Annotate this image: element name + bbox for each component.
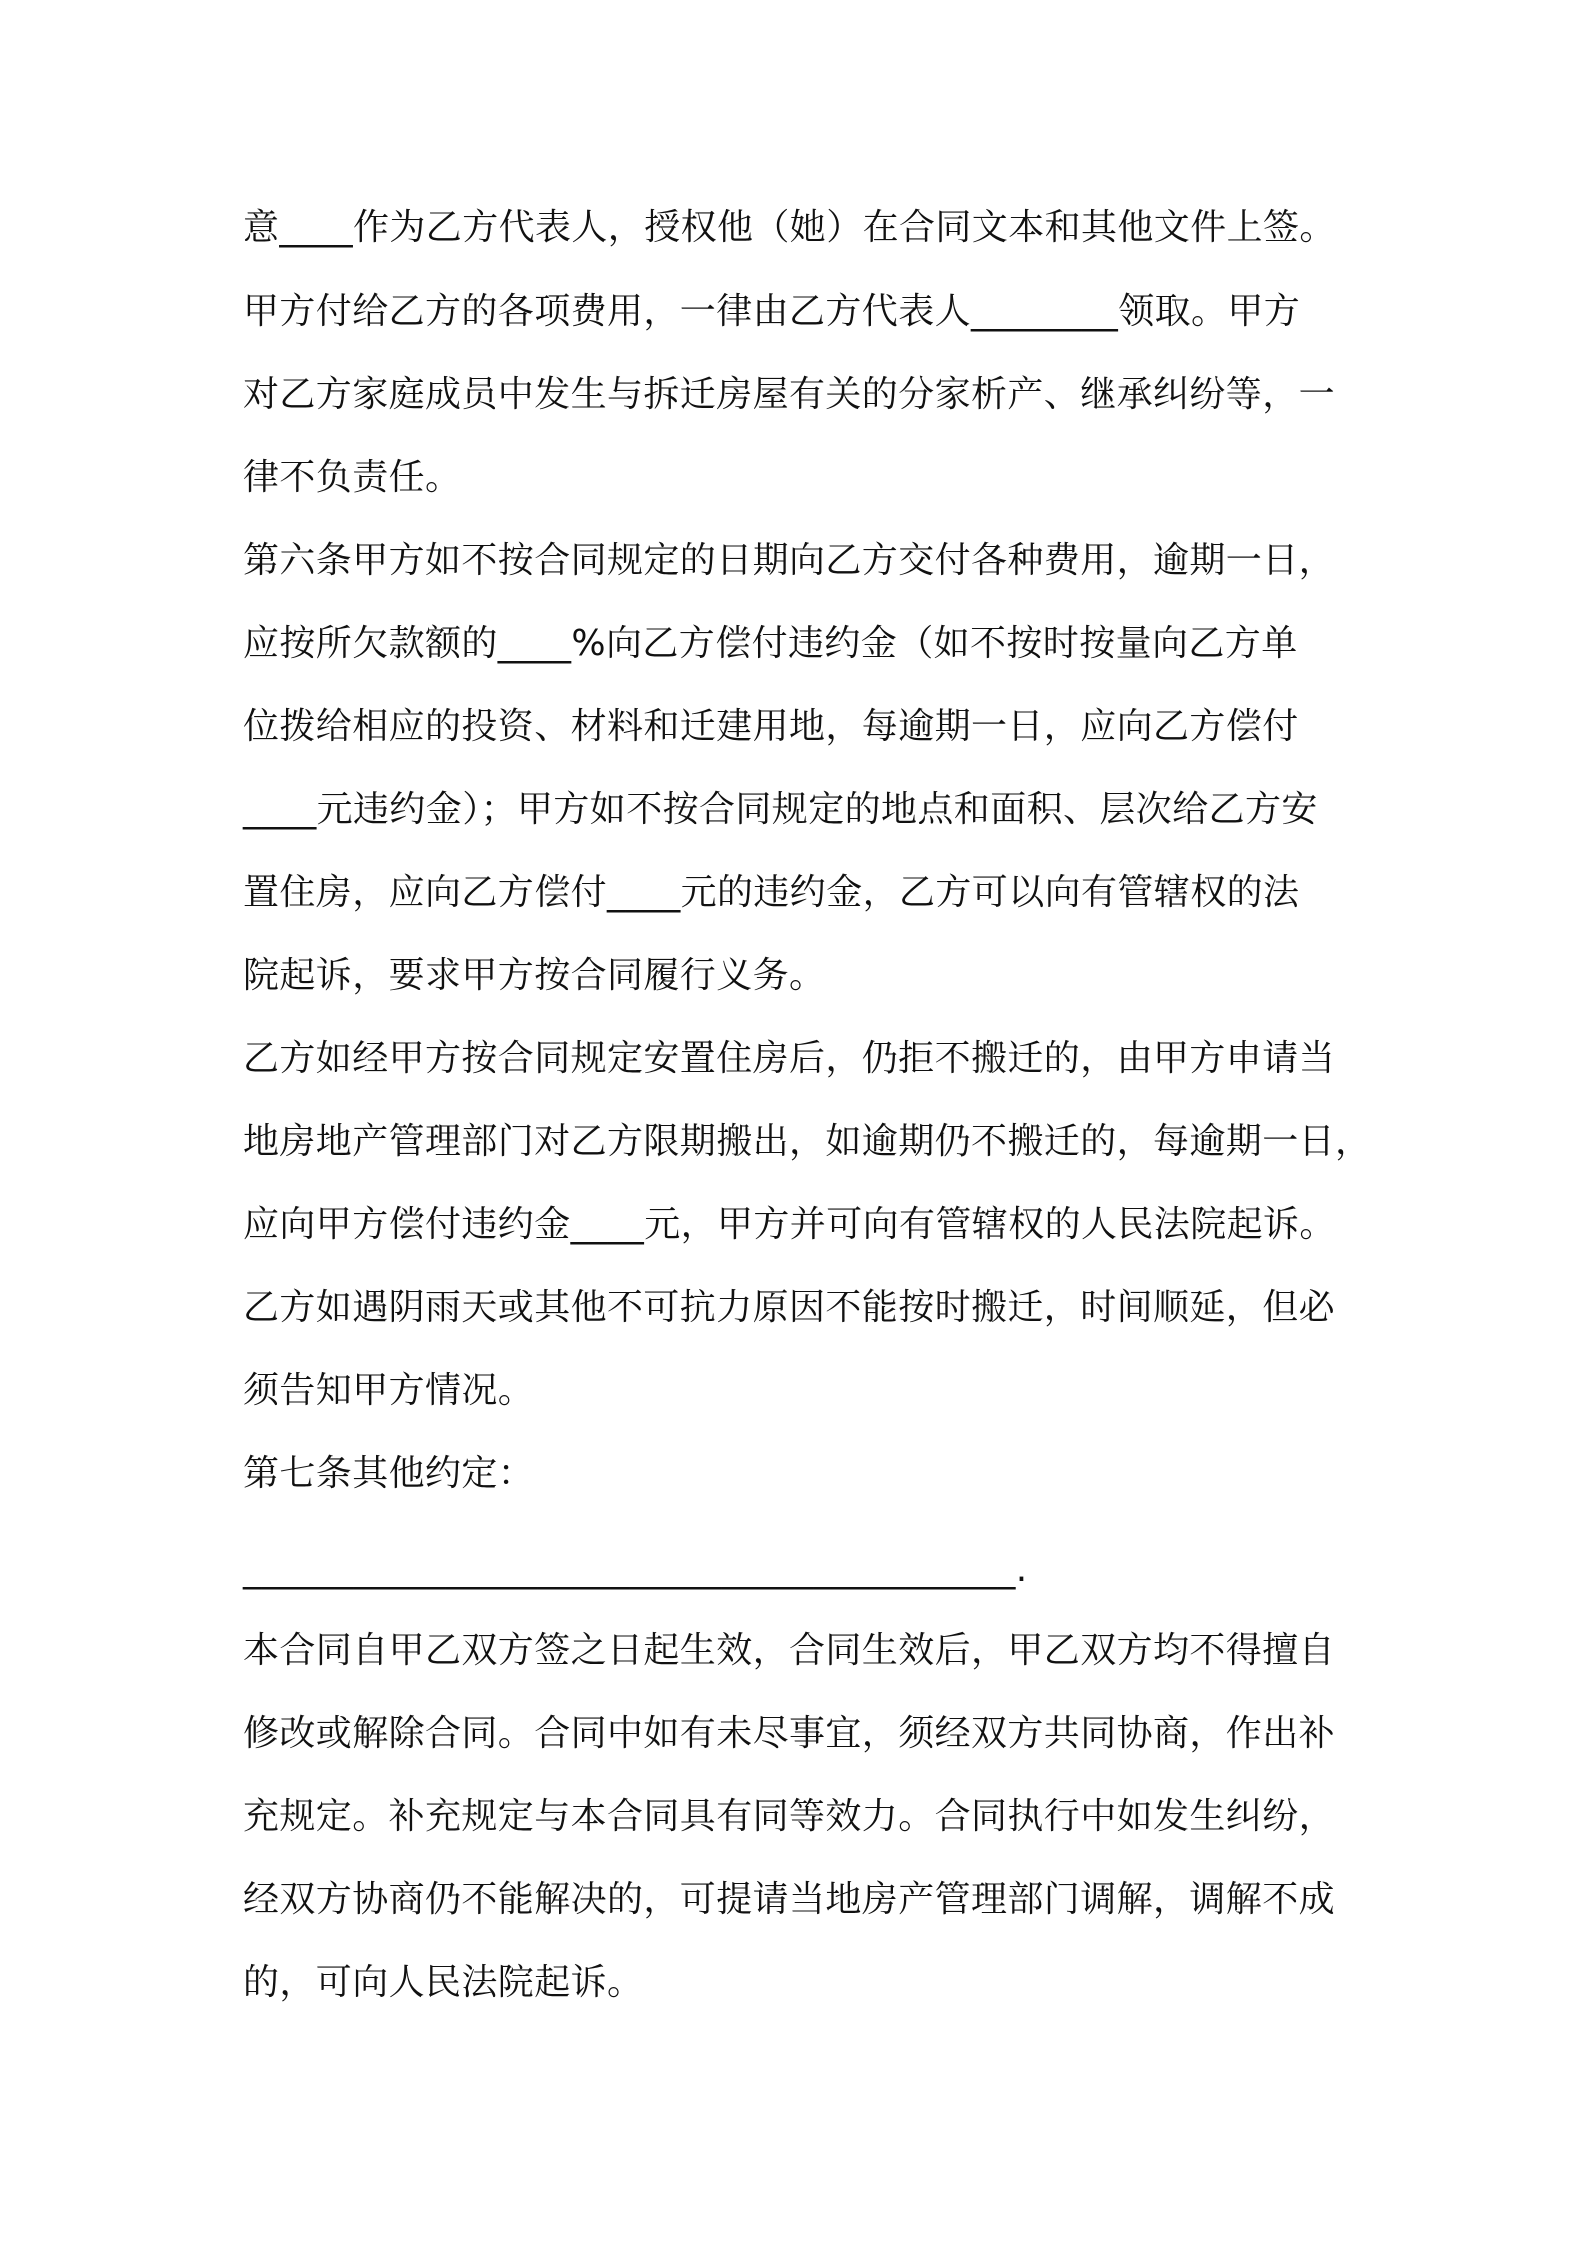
text-line: 意____作为乙方代表人，授权他（她）在合同文本和其他文件上签。 — [243, 207, 1336, 248]
text-line: 的，可向人民法院起诉。 — [243, 1962, 644, 2003]
text-line: 应向甲方偿付违约金____元，甲方并可向有管辖权的人民法院起诉。 — [243, 1204, 1336, 1245]
text-line: 位拨给相应的投资、材料和迁建用地，每逾期一日，应向乙方偿付 — [243, 706, 1299, 747]
text-line: 本合同自甲乙双方签之日起生效，合同生效后，甲乙双方均不得擅自 — [243, 1630, 1336, 1671]
text-line: 甲方付给乙方的各项费用，一律由乙方代表人________领取。甲方 — [243, 291, 1301, 332]
text-line: 经双方协商仍不能解决的，可提请当地房产管理部门调解，调解不成 — [243, 1879, 1336, 1920]
text-line: 须告知甲方情况。 — [243, 1370, 535, 1411]
text-line: 第七条其他约定： — [243, 1453, 535, 1494]
text-line: 第六条甲方如不按合同规定的日期向乙方交付各种费用，逾期一日， — [243, 540, 1336, 581]
text-line: 修改或解除合同。合同中如有未尽事宜，须经双方共同协商，作出补 — [243, 1713, 1336, 1754]
text-line: 乙方如遇阴雨天或其他不可抗力原因不能按时搬迁，时间顺延，但必 — [243, 1287, 1336, 1328]
text-line: 置住房，应向乙方偿付____元的违约金，乙方可以向有管辖权的法 — [243, 872, 1300, 913]
text-line: 对乙方家庭成员中发生与拆迁房屋有关的分家析产、继承纠纷等，一 — [243, 374, 1336, 415]
text-line: 充规定。补充规定与本合同具有同等效力。合同执行中如发生纠纷， — [243, 1796, 1336, 1837]
text-line: 乙方如经甲方按合同规定安置住房后，仍拒不搬迁的，由甲方申请当 — [243, 1038, 1336, 1079]
text-line: 应按所欠款额的____%向乙方偿付违约金（如不按时按量向乙方单 — [243, 623, 1298, 664]
blank-fill-line: __________________________________________. — [243, 1549, 1028, 1590]
text-line: 律不负责任。 — [243, 457, 462, 498]
text-line: 院起诉，要求甲方按合同履行义务。 — [243, 955, 826, 996]
text-line: ____元违约金）；甲方如不按合同规定的地点和面积、层次给乙方安 — [243, 789, 1318, 830]
text-line: 地房地产管理部门对乙方限期搬出，如逾期仍不搬迁的，每逾期一日， — [243, 1121, 1372, 1162]
